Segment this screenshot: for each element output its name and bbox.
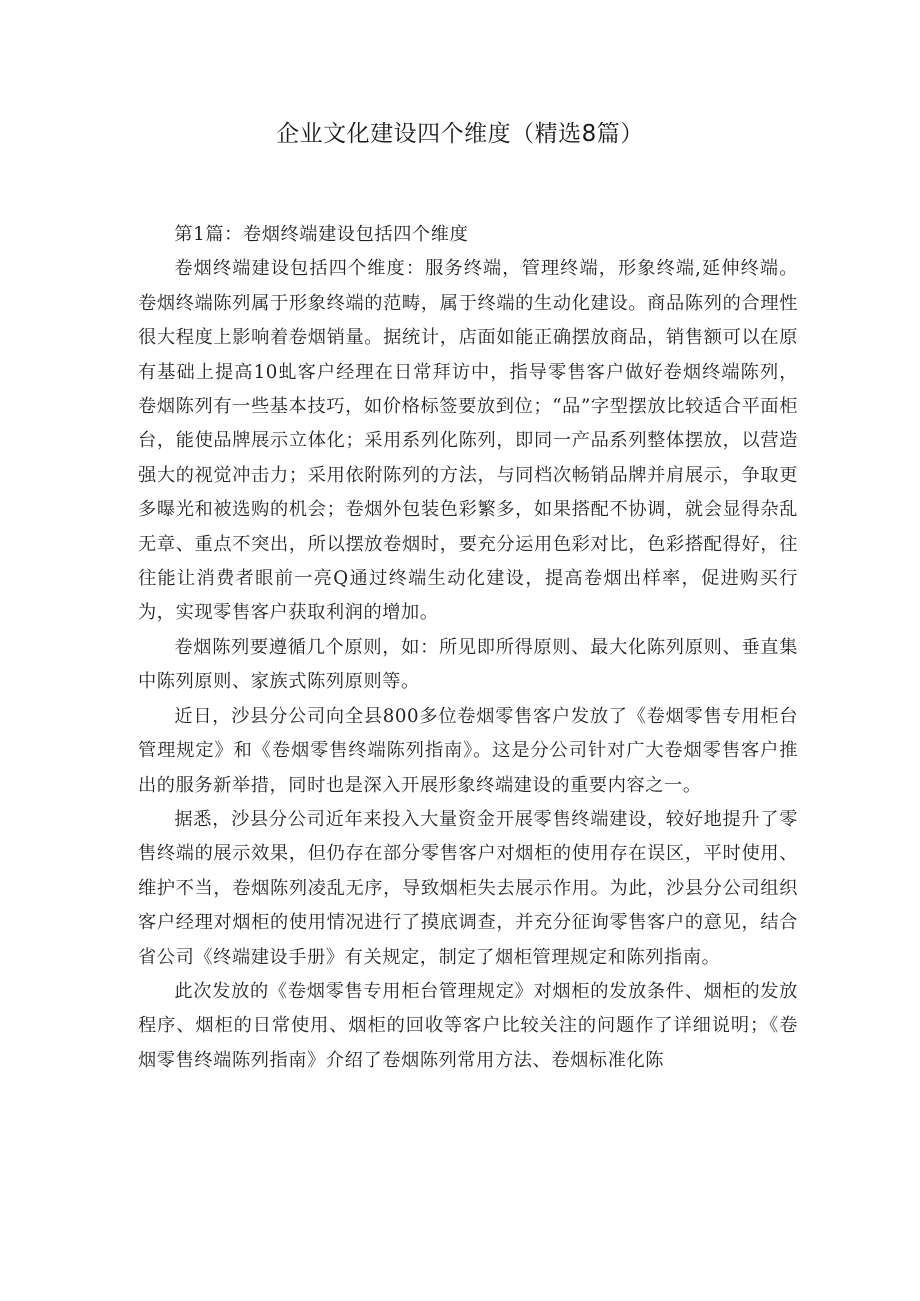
document-title: 企业文化建设四个维度（精选8篇） — [276, 121, 644, 147]
paragraph: 近日，沙县分公司向全县800多位卷烟零售客户发放了《卷烟零售专用柜台管理规定》和《卷烟零售终端陈列指南》。这是分公司针对广大卷烟零售客户推出的服务新举措，同时也是深入开展形象终端建设的重要内容之一。 — [138, 705, 798, 796]
paragraph: 卷烟终端建设包括四个维度：服务终端，管理终端，形象终端,延伸终端。卷烟终端陈列属于形象终端的范畴，属于终端的生动化建设。商品陈列的合理性很大程度上影响着卷烟销量。据统计，店面如能正确摆放商品，销售额可以在原有基础上提高10虬客户经理在日常拜访中，指导零售客户做好卷烟终端陈列，卷烟陈列有一些基本技巧，如价格标签要放到位；“品”字型摆放比较适合平面柜台，能使品牌展示立体化；采用系列化陈列，即同一产品系列整体摆放，以营造强大的视觉冲击力；采用依附陈列的方法，与同档次畅销品牌并肩展示，争取更多曝光和被选购的机会；卷烟外包装色彩繁多，如果搭配不协调，就会显得杂乱无章、重点不突出，所以摆放卷烟时，要充分运用色彩对比，色彩搭配得好，往往能让消费者眼前一亮Q通过终端生动化建设，提高卷烟出样率，促进购买行为，实现零售客户获取利润的增加。 — [138, 258, 798, 624]
paragraph: 此次发放的《卷烟零售专用柜台管理规定》对烟柜的发放条件、烟柜的发放程序、烟柜的日常使用、烟柜的回收等客户比较关注的问题作了详细说明；《卷烟零售终端陈列指南》介绍了卷烟陈列常用方法、卷烟标准化陈 — [138, 980, 798, 1071]
paragraph: 据悉，沙县分公司近年来投入大量资金开展零售终端建设，较好地提升了零售终端的展示效果，但仍存在部分零售客户对烟柜的使用存在误区，平时使用、维护不当，卷烟陈列凌乱无序，导致烟柜失去展示作用。为此，沙县分公司组织客户经理对烟柜的使用情况进行了摸底调查，并充分征询零售客户的意见，结合省公司《终端建设手册》有关规定，制定了烟柜管理规定和陈列指南。 — [138, 808, 798, 968]
paragraph: 卷烟陈列要遵循几个原则，如：所见即所得原则、最大化陈列原则、垂直集中陈列原则、家族式陈列原则等。 — [138, 636, 798, 693]
paragraph-heading: 第1篇：卷烟终端建设包括四个维度 — [174, 224, 469, 245]
document-body — [138, 218, 798, 1078]
